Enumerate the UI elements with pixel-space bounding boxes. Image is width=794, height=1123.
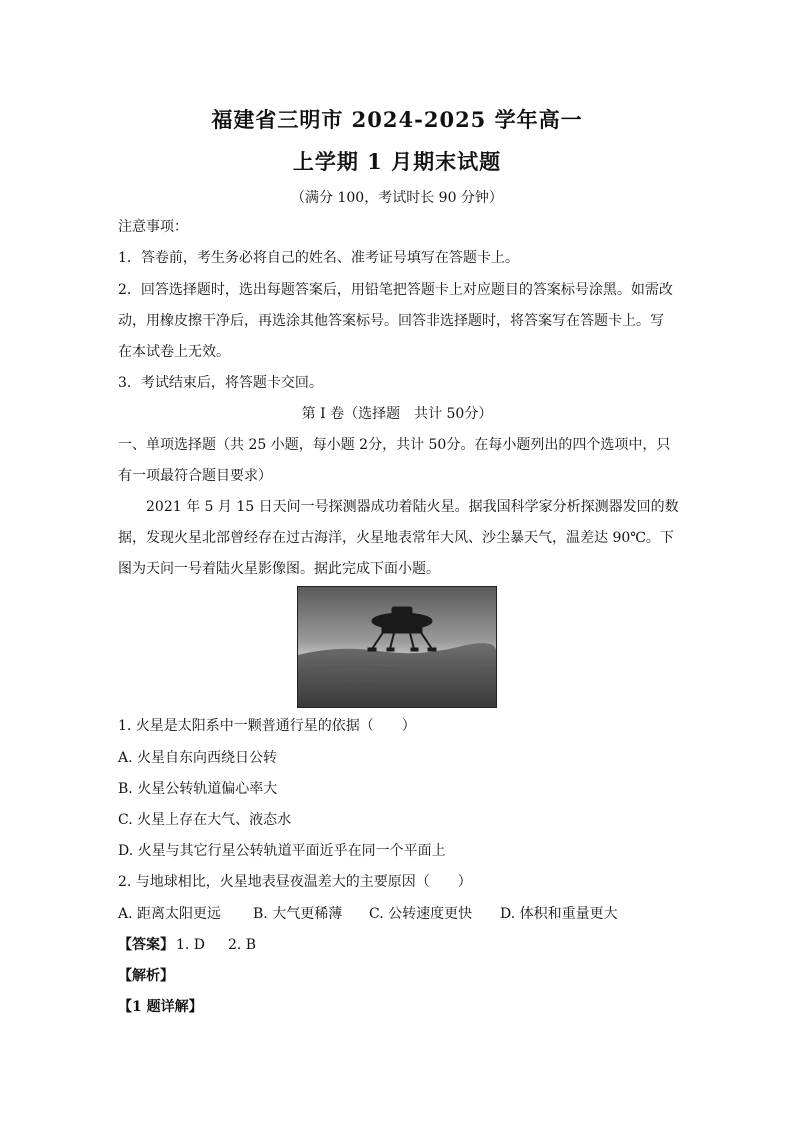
question-1-option-c: C. 火星上存在大气、液态水 [118,812,292,828]
question-1-option-b: B. 火星公转轨道偏心率大 [118,781,278,797]
notice-item-2-line2: 动，用橡皮擦干净后，再选涂其他答案标号。回答非选择题时，将答案写在答题卡上。写 [118,313,664,329]
notice-item-1: 1．答卷前，考生务必将自己的姓名、准考证号填写在答题卡上。 [118,250,519,266]
section-title: 第 I 卷（选择题 共计 50分） [301,406,493,422]
passage-line3: 图为天问一号着陆火星影像图。据此完成下面小题。 [118,561,440,577]
question-1-stem: 1. 火星是太阳系中一颗普通行星的依据（ ） [118,718,416,734]
answer-1: 1. D [176,937,206,953]
question-2-option-c: C. 公转速度更快 [369,906,473,922]
mars-landing-photo [297,586,497,708]
notice-item-2-line1: 2．回答选择题时，选出每题答案后，用铅笔把答题卡上对应题目的答案标号涂黑。如需改 [118,282,673,298]
question-2-option-d: D. 体积和重量更大 [500,906,618,922]
question-2-stem: 2. 与地球相比，火星地表昼夜温差大的主要原因（ ） [118,874,472,890]
passage-line2: 据，发现火星北部曾经存在过古海洋，火星地表常年大风、沙尘暴天气，温差达 90℃。下 [118,530,674,546]
answer-2: 2. B [228,937,257,953]
question-2-option-a: A. 距离太阳更远 [118,906,222,922]
mars-lander-image [298,587,496,707]
answer-label: 【答案】 [118,937,174,953]
exam-title-line2: 上学期 1 月期末试题 [292,149,502,174]
section-instruction-line1: 一、单项选择题（共 25 小题，每小题 2分，共计 50分。在每小题列出的四个选项中，只 [118,437,671,453]
question-2-option-b: B. 大气更稀薄 [253,906,343,922]
notice-heading: 注意事项： [118,219,188,235]
detail-label: 【1 题详解】 [118,999,203,1015]
exam-title-line1: 福建省三明市 2024-2025 学年高一 [211,107,583,132]
exam-subtitle: （满分 100，考试时长 90 分钟） [291,190,503,206]
analysis-label: 【解析】 [118,968,174,984]
notice-item-3: 3．考试结束后，将答题卡交回。 [118,375,323,391]
notice-item-2-line3: 在本试卷上无效。 [118,344,230,360]
question-1-option-d: D. 火星与其它行星公转轨道平面近乎在同一个平面上 [118,843,446,859]
question-1-option-a: A. 火星自东向西绕日公转 [118,750,278,766]
section-instruction-line2: 有一项最符合题目要求） [118,468,272,484]
passage-line1: 2021 年 5 月 15 日天问一号探测器成功着陆火星。据我国科学家分析探测器发回的数 [146,499,679,515]
